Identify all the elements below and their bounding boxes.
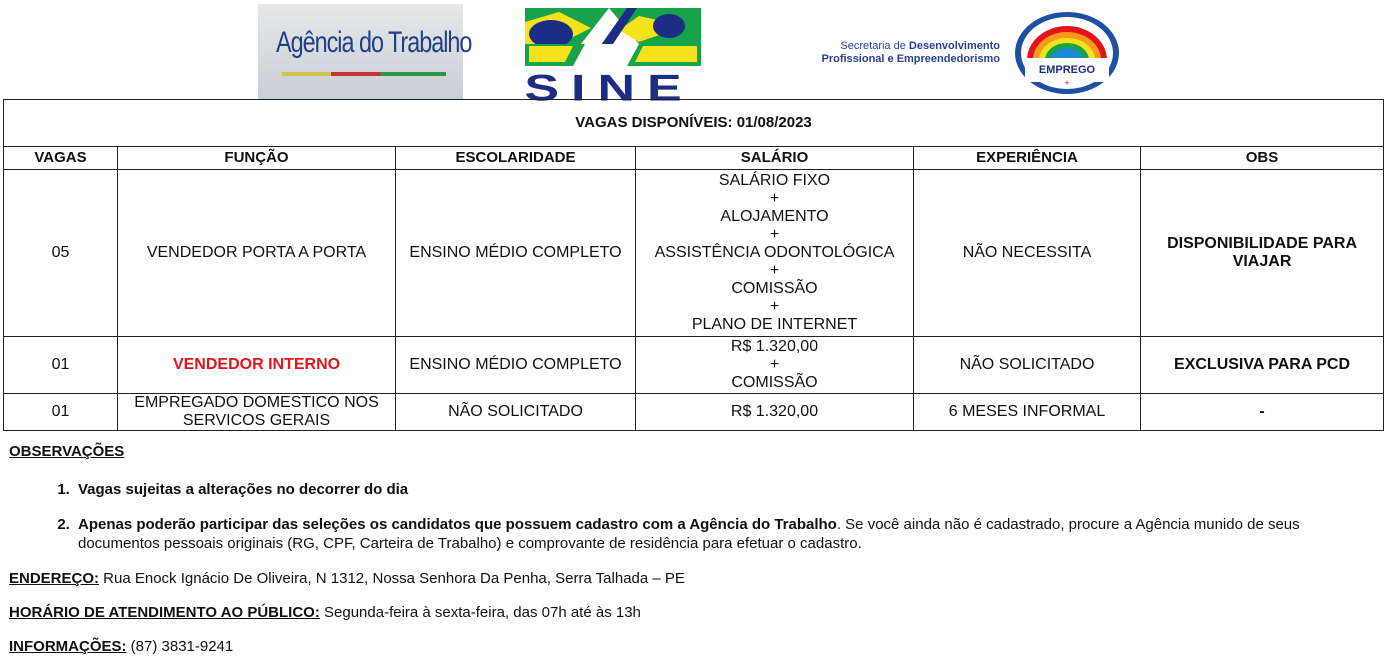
table-title: VAGAS DISPONÍVEIS: 01/08/2023 <box>4 100 1384 147</box>
table-header-row <box>4 147 1384 170</box>
col-header-funcao: FUNÇÃO <box>118 147 396 170</box>
emprego-logo <box>1013 10 1121 96</box>
list-item <box>74 480 1379 499</box>
secretaria-bold2: Profissional e Empreendedorismo <box>821 53 1000 65</box>
cell-experiencia: NÃO NECESSITA <box>914 170 1141 337</box>
cell-obs: - <box>1141 394 1384 431</box>
horario-line <box>9 603 1379 622</box>
endereco-label: ENDEREÇO: <box>9 570 100 587</box>
secretaria-logo <box>760 40 1000 66</box>
cell-salario <box>636 394 914 431</box>
endereco-value: Rua Enock Ignácio De Oliveira, N 1312, Nossa Senhora Da Penha, Serra Talhada – PE <box>99 570 685 587</box>
observacoes-title: OBSERVAÇÕES <box>9 443 125 460</box>
sine-logo-text: SINE <box>524 67 694 110</box>
cell-vagas: 01 <box>4 337 118 394</box>
salario-line: SALÁRIO FIXO <box>718 172 831 189</box>
observacoes-list <box>9 480 1379 553</box>
salario-plus: + <box>769 262 780 279</box>
salario-plus: + <box>769 190 780 207</box>
secretaria-bold1: Desenvolvimento <box>908 40 1000 52</box>
salario-line: PLANO DE INTERNET <box>691 316 858 333</box>
agencia-logo-text: Agência do Trabalho <box>276 26 472 59</box>
salario-line: COMISSÃO <box>731 280 818 297</box>
salario-plus: + <box>769 356 780 373</box>
col-header-vagas: VAGAS <box>4 147 118 170</box>
table-row <box>4 394 1384 431</box>
horario-label: HORÁRIO DE ATENDIMENTO AO PÚBLICO: <box>9 604 320 621</box>
observacao-lead: Vagas sujeitas a alterações no decorrer do dia <box>78 481 409 498</box>
table-row <box>4 170 1384 337</box>
sine-logo <box>489 4 729 110</box>
secretaria-prefix: Secretaria de <box>840 40 906 52</box>
table-title-row <box>4 100 1384 147</box>
cell-funcao: VENDEDOR PORTA A PORTA <box>118 170 396 337</box>
cell-vagas: 01 <box>4 394 118 431</box>
salario-plus: + <box>769 226 780 243</box>
horario-value: Segunda-feira à sexta-feira, das 07h até às 13h <box>319 604 641 621</box>
info-line <box>9 637 1379 656</box>
emprego-rainbow-icon <box>1013 10 1121 96</box>
cell-vagas: 05 <box>4 170 118 337</box>
cell-escolaridade: ENSINO MÉDIO COMPLETO <box>396 170 636 337</box>
cell-escolaridade: ENSINO MÉDIO COMPLETO <box>396 337 636 394</box>
col-header-experiencia: EXPERIÊNCIA <box>914 147 1141 170</box>
observacao-rest: . Se você ainda não é cadastrado, procure a Agência munido de seus documentos pessoais originais (RG, CPF, Carteira de Trabalho) e comprovante de residência para efetuar o cadastro. <box>78 516 1300 552</box>
agencia-logo-stripe <box>282 72 446 76</box>
cell-experiencia: NÃO SOLICITADO <box>914 337 1141 394</box>
cell-salario <box>636 170 914 337</box>
observacao-lead: Apenas poderão participar das seleções os candidatos que possuem cadastro com a Agência do Trabalho <box>78 516 837 533</box>
svg-text:EMPREGO: EMPREGO <box>1038 64 1096 76</box>
salario-line: R$ 1.320,00 <box>730 338 819 355</box>
info-value: (87) 3831-9241 <box>126 638 234 655</box>
cell-experiencia: 6 MESES INFORMAL <box>914 394 1141 431</box>
cell-obs: EXCLUSIVA PARA PCD <box>1141 337 1384 394</box>
cell-funcao: EMPREGADO DOMESTICO NOS SERVICOS GERAIS <box>118 394 396 431</box>
salario-line: COMISSÃO <box>731 374 818 391</box>
list-item <box>74 515 1379 553</box>
vagas-table <box>3 99 1384 431</box>
table-row <box>4 337 1384 394</box>
salario-plus: + <box>769 298 780 315</box>
cell-obs: DISPONIBILIDADE PARA VIAJAR <box>1141 170 1384 337</box>
col-header-salario: SALÁRIO <box>636 147 914 170</box>
salario-line: ASSISTÊNCIA ODONTOLÓGICA <box>654 244 895 261</box>
cell-funcao: VENDEDOR INTERNO <box>118 337 396 394</box>
col-header-escolaridade: ESCOLARIDADE <box>396 147 636 170</box>
cell-escolaridade: NÃO SOLICITADO <box>396 394 636 431</box>
cell-salario <box>636 337 914 394</box>
svg-text:+: + <box>1064 78 1070 88</box>
notes-section <box>9 440 1379 671</box>
salario-line: ALOJAMENTO <box>720 208 829 225</box>
salario-line: R$ 1.320,00 <box>730 403 819 420</box>
endereco-line <box>9 569 1379 588</box>
col-header-obs: OBS <box>1141 147 1384 170</box>
info-label: INFORMAÇÕES: <box>9 638 127 655</box>
agencia-do-trabalho-logo <box>258 4 472 100</box>
